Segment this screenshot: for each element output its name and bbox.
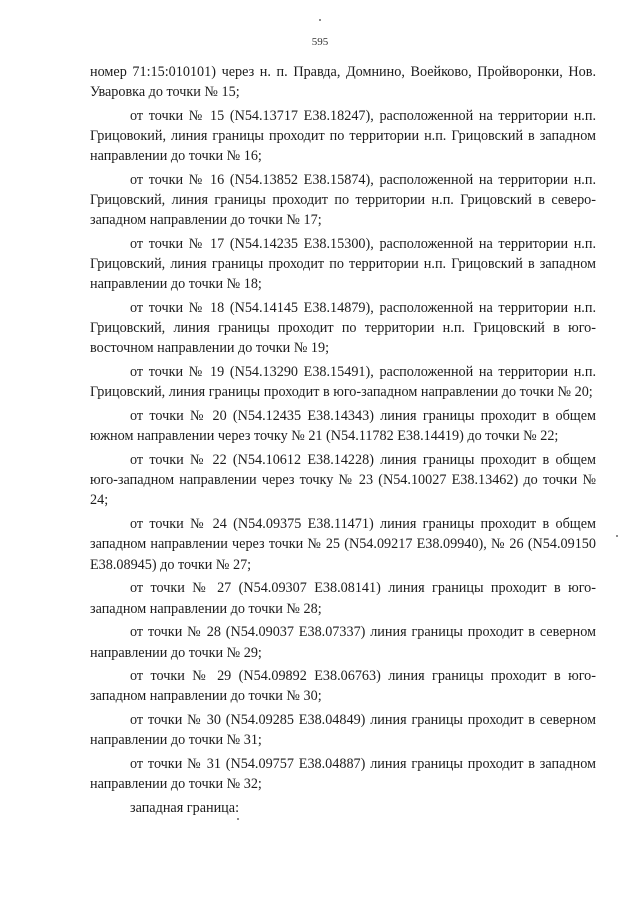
- scan-speck: [237, 818, 239, 820]
- paragraph-point-19: от точки № 19 (N54.13290 E38.15491), расположенной на территории н.п. Грицовский, линия границы проходит в юго-западном направлении до точки № 20;: [90, 364, 596, 401]
- document-body: [90, 62, 596, 822]
- paragraph-point-22: от точки № 22 (N54.10612 E38.14228) линия границы проходит в общем юго-западном направлении через точку № 23 (N54.10027 E38.13462) до точки № 24;: [90, 452, 596, 509]
- paragraph-point-18: от точки № 18 (N54.14145 E38.14879), расположенной на территории н.п. Грицовский, линия границы проходит по территории н.п. Грицовский в юго-восточном направлении до точки № 19;: [90, 300, 596, 357]
- paragraph-point-27: от точки № 27 (N54.09307 E38.08141) линия границы проходит в юго-западном направлении до точки № 28;: [90, 580, 596, 617]
- paragraph-point-29: от точки № 29 (N54.09892 E38.06763) линия границы проходит в юго-западном направлении до точки № 30;: [90, 668, 596, 705]
- paragraph-point-15: от точки № 15 (N54.13717 E38.18247), расположенной на территории н.п. Грицовокий, линия границы проходит по территории н.п. Грицовский в западном направлении до точки № 16;: [90, 107, 596, 165]
- scan-speck: [319, 19, 321, 21]
- scan-speck: [616, 535, 618, 537]
- paragraph-point-16: от точки № 16 (N54.13852 E38.15874), расположенной на территории н.п. Грицовский, линия границы проходит по территории н.п. Грицовский в северо-западном направлении до точки № 17;: [90, 172, 596, 229]
- paragraph-point-31: от точки № 31 (N54.09757 E38.04887) линия границы проходит в западном направлении до точки № 32;: [90, 756, 596, 793]
- paragraph-point-20: от точки № 20 (N54.12435 E38.14343) линия границы проходит в общем южном направлении через точку № 21 (N54.11782 E38.14419) до точки № 22;: [90, 408, 596, 445]
- paragraph-point-24: от точки № 24 (N54.09375 E38.11471) линия границы проходит в общем западном направлении через точки № 25 (N54.09217 E38.09940), № 26 (N54.09150 E38.08945) до точки № 27;: [90, 516, 596, 573]
- paragraph-point-28: от точки № 28 (N54.09037 E38.07337) линия границы проходит в северном направлении до точки № 29;: [90, 624, 596, 661]
- page-number: 595: [311, 36, 329, 48]
- paragraph-point-30: от точки № 30 (N54.09285 E38.04849) линия границы проходит в северном направлении до точки № 31;: [90, 712, 596, 749]
- section-heading-west-border: западная граница:: [130, 800, 240, 817]
- paragraph-continuation: номер 71:15:010101) через н. п. Правда, Домнино, Воейково, Пройворонки, Нов. Уваровка до точки № 15;: [90, 64, 596, 101]
- paragraph-point-17: от точки № 17 (N54.14235 E38.15300), расположенной на территории н.п. Грицовский, линия границы проходит по территории н.п. Грицовский в западном направлении до точки № 18;: [90, 236, 596, 293]
